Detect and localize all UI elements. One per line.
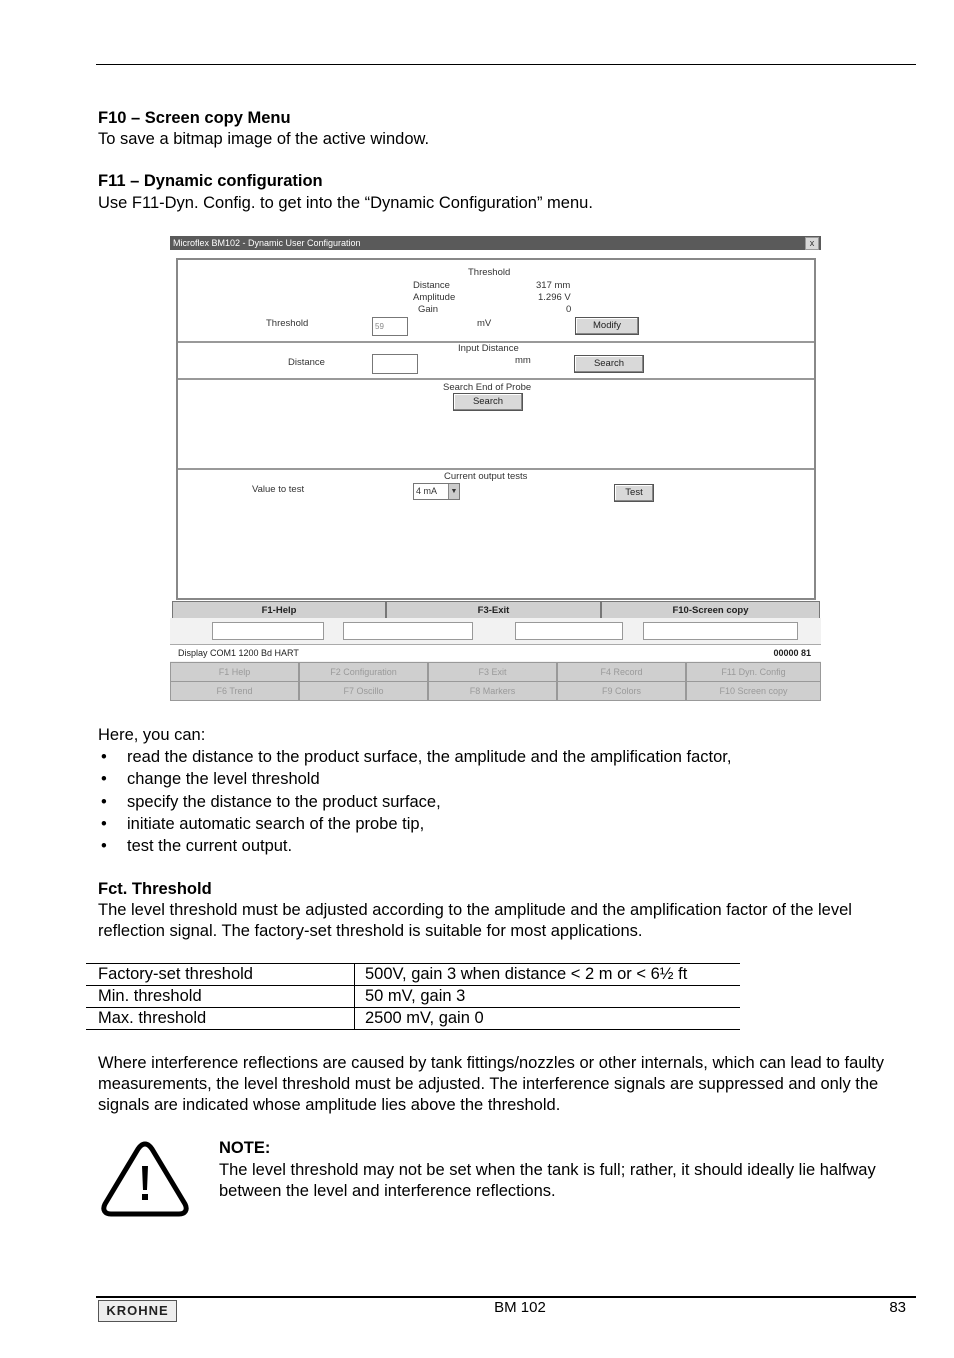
gain-value: 0 [566,304,572,315]
dynamic-config-screenshot [170,236,821,701]
output-select[interactable] [413,483,460,500]
status-bar [170,644,821,661]
threshold-label: Threshold [266,318,309,329]
window-titlebar [170,236,821,250]
table-cell: 50 mV, gain 3 [355,986,741,1008]
note-text: The level threshold may not be set when the tank is full; rather, it should ideally lie halfway between the level and interference reflections. [219,1161,876,1200]
probe-header: Search End of Probe [443,382,532,393]
bg-field [212,622,324,640]
list-item: • specify the distance to the product surface, [98,791,731,813]
chevron-down-icon[interactable]: ▼ [448,484,459,499]
f3-exit-key[interactable]: F3-Exit [386,601,601,620]
table-cell: Max. threshold [86,1008,355,1030]
f11-heading: F11 – Dynamic configuration [98,172,323,190]
input-distance-header: Input Distance [458,343,519,354]
distance-search-button[interactable]: Search [574,355,644,373]
interference-text: Where interference reflections are caused by tank fittings/nozzles or other internals, which can lead to faulty measurements, the level threshold must be adjusted. The interference signals are suppressed and only the signals are indicated whose amplitude lies above the threshold. [98,1054,884,1114]
modify-button[interactable]: Modify [575,317,639,335]
amplitude-value: 1.296 V [538,292,571,303]
threshold-table [86,963,740,1030]
amplitude-label: Amplitude [413,292,456,303]
threshold-input[interactable]: 59 [372,317,408,336]
status-left: Display COM1 1200 Bd HART [178,648,299,658]
table-row [86,964,740,986]
input-distance-unit: mm [515,355,531,366]
table-row [86,986,740,1008]
feature-list [98,746,731,857]
output-header: Current output tests [444,471,528,482]
menu-f2-configuration[interactable]: F2 Configuration [299,662,428,682]
header-rule [96,64,916,65]
menu-f7-oscillo[interactable]: F7 Oscillo [299,681,428,701]
threshold-unit: mV [477,318,492,329]
menu-f3-exit[interactable]: F3 Exit [428,662,557,682]
distance-label: Distance [413,280,450,291]
status-right: 00000 81 [773,648,811,658]
output-select-value: 4 mA [416,486,438,496]
menu-f6-trend[interactable]: F6 Trend [170,681,299,701]
bg-field [343,622,473,640]
page-number: 83 [889,1299,906,1316]
f11-text: Use F11-Dyn. Config. to get into the “Dynamic Configuration” menu. [98,194,593,212]
probe-search-button[interactable]: Search [453,393,523,411]
f10-heading: F10 – Screen copy Menu [98,109,291,127]
distance-value: 317 mm [536,280,571,291]
list-item: • test the current output. [98,835,731,857]
threshold-text: The level threshold must be adjusted according to the amplitude and the amplification factor of the level reflection signal. The factory-set threshold is suitable for most applications. [98,901,852,940]
table-cell: 2500 mV, gain 0 [355,1008,741,1030]
separator [178,468,814,470]
table-cell: Min. threshold [86,986,355,1008]
table-row [86,1008,740,1030]
f1-help-key[interactable]: F1-Help [172,601,386,620]
note-title: NOTE: [219,1139,271,1157]
krohne-logo: KROHNE [98,1300,177,1322]
f10-text: To save a bitmap image of the active window. [98,130,430,148]
list-item: • change the level threshold [98,768,731,790]
intro-text: Here, you can: [98,726,206,744]
window-title: Microflex BM102 - Dynamic User Configuration [173,238,361,248]
f10-screen-copy-key[interactable]: F10-Screen copy [601,601,820,620]
input-distance-label: Distance [288,357,325,368]
value-to-test-label: Value to test [252,484,305,495]
distance-input[interactable] [372,354,418,374]
menu-f1-help[interactable]: F1 Help [170,662,299,682]
menu-f8-markers[interactable]: F8 Markers [428,681,557,701]
table-cell: Factory-set threshold [86,964,355,986]
footer-title: BM 102 [494,1299,546,1316]
menu-f4-record[interactable]: F4 Record [557,662,686,682]
table-cell: 500V, gain 3 when distance < 2 m or < 6½ ft [355,964,741,986]
config-frame [176,258,816,600]
threshold-heading: Fct. Threshold [98,880,212,898]
threshold-header: Threshold [468,267,511,278]
background-window [170,618,821,701]
menu-f11-dyn-config[interactable]: F11 Dyn. Config [686,662,821,682]
menu-f9-colors[interactable]: F9 Colors [557,681,686,701]
menu-f10-screen-copy[interactable]: F10 Screen copy [686,681,821,701]
list-item: • read the distance to the product surface, the amplitude and the amplification factor, [98,746,731,768]
test-button[interactable]: Test [614,484,654,502]
close-icon[interactable]: x [805,237,819,250]
warning-icon [100,1138,190,1218]
bg-field [515,622,623,640]
separator [178,378,814,380]
gain-label: Gain [418,304,439,315]
bg-field [643,622,798,640]
list-item: • initiate automatic search of the probe tip, [98,813,731,835]
